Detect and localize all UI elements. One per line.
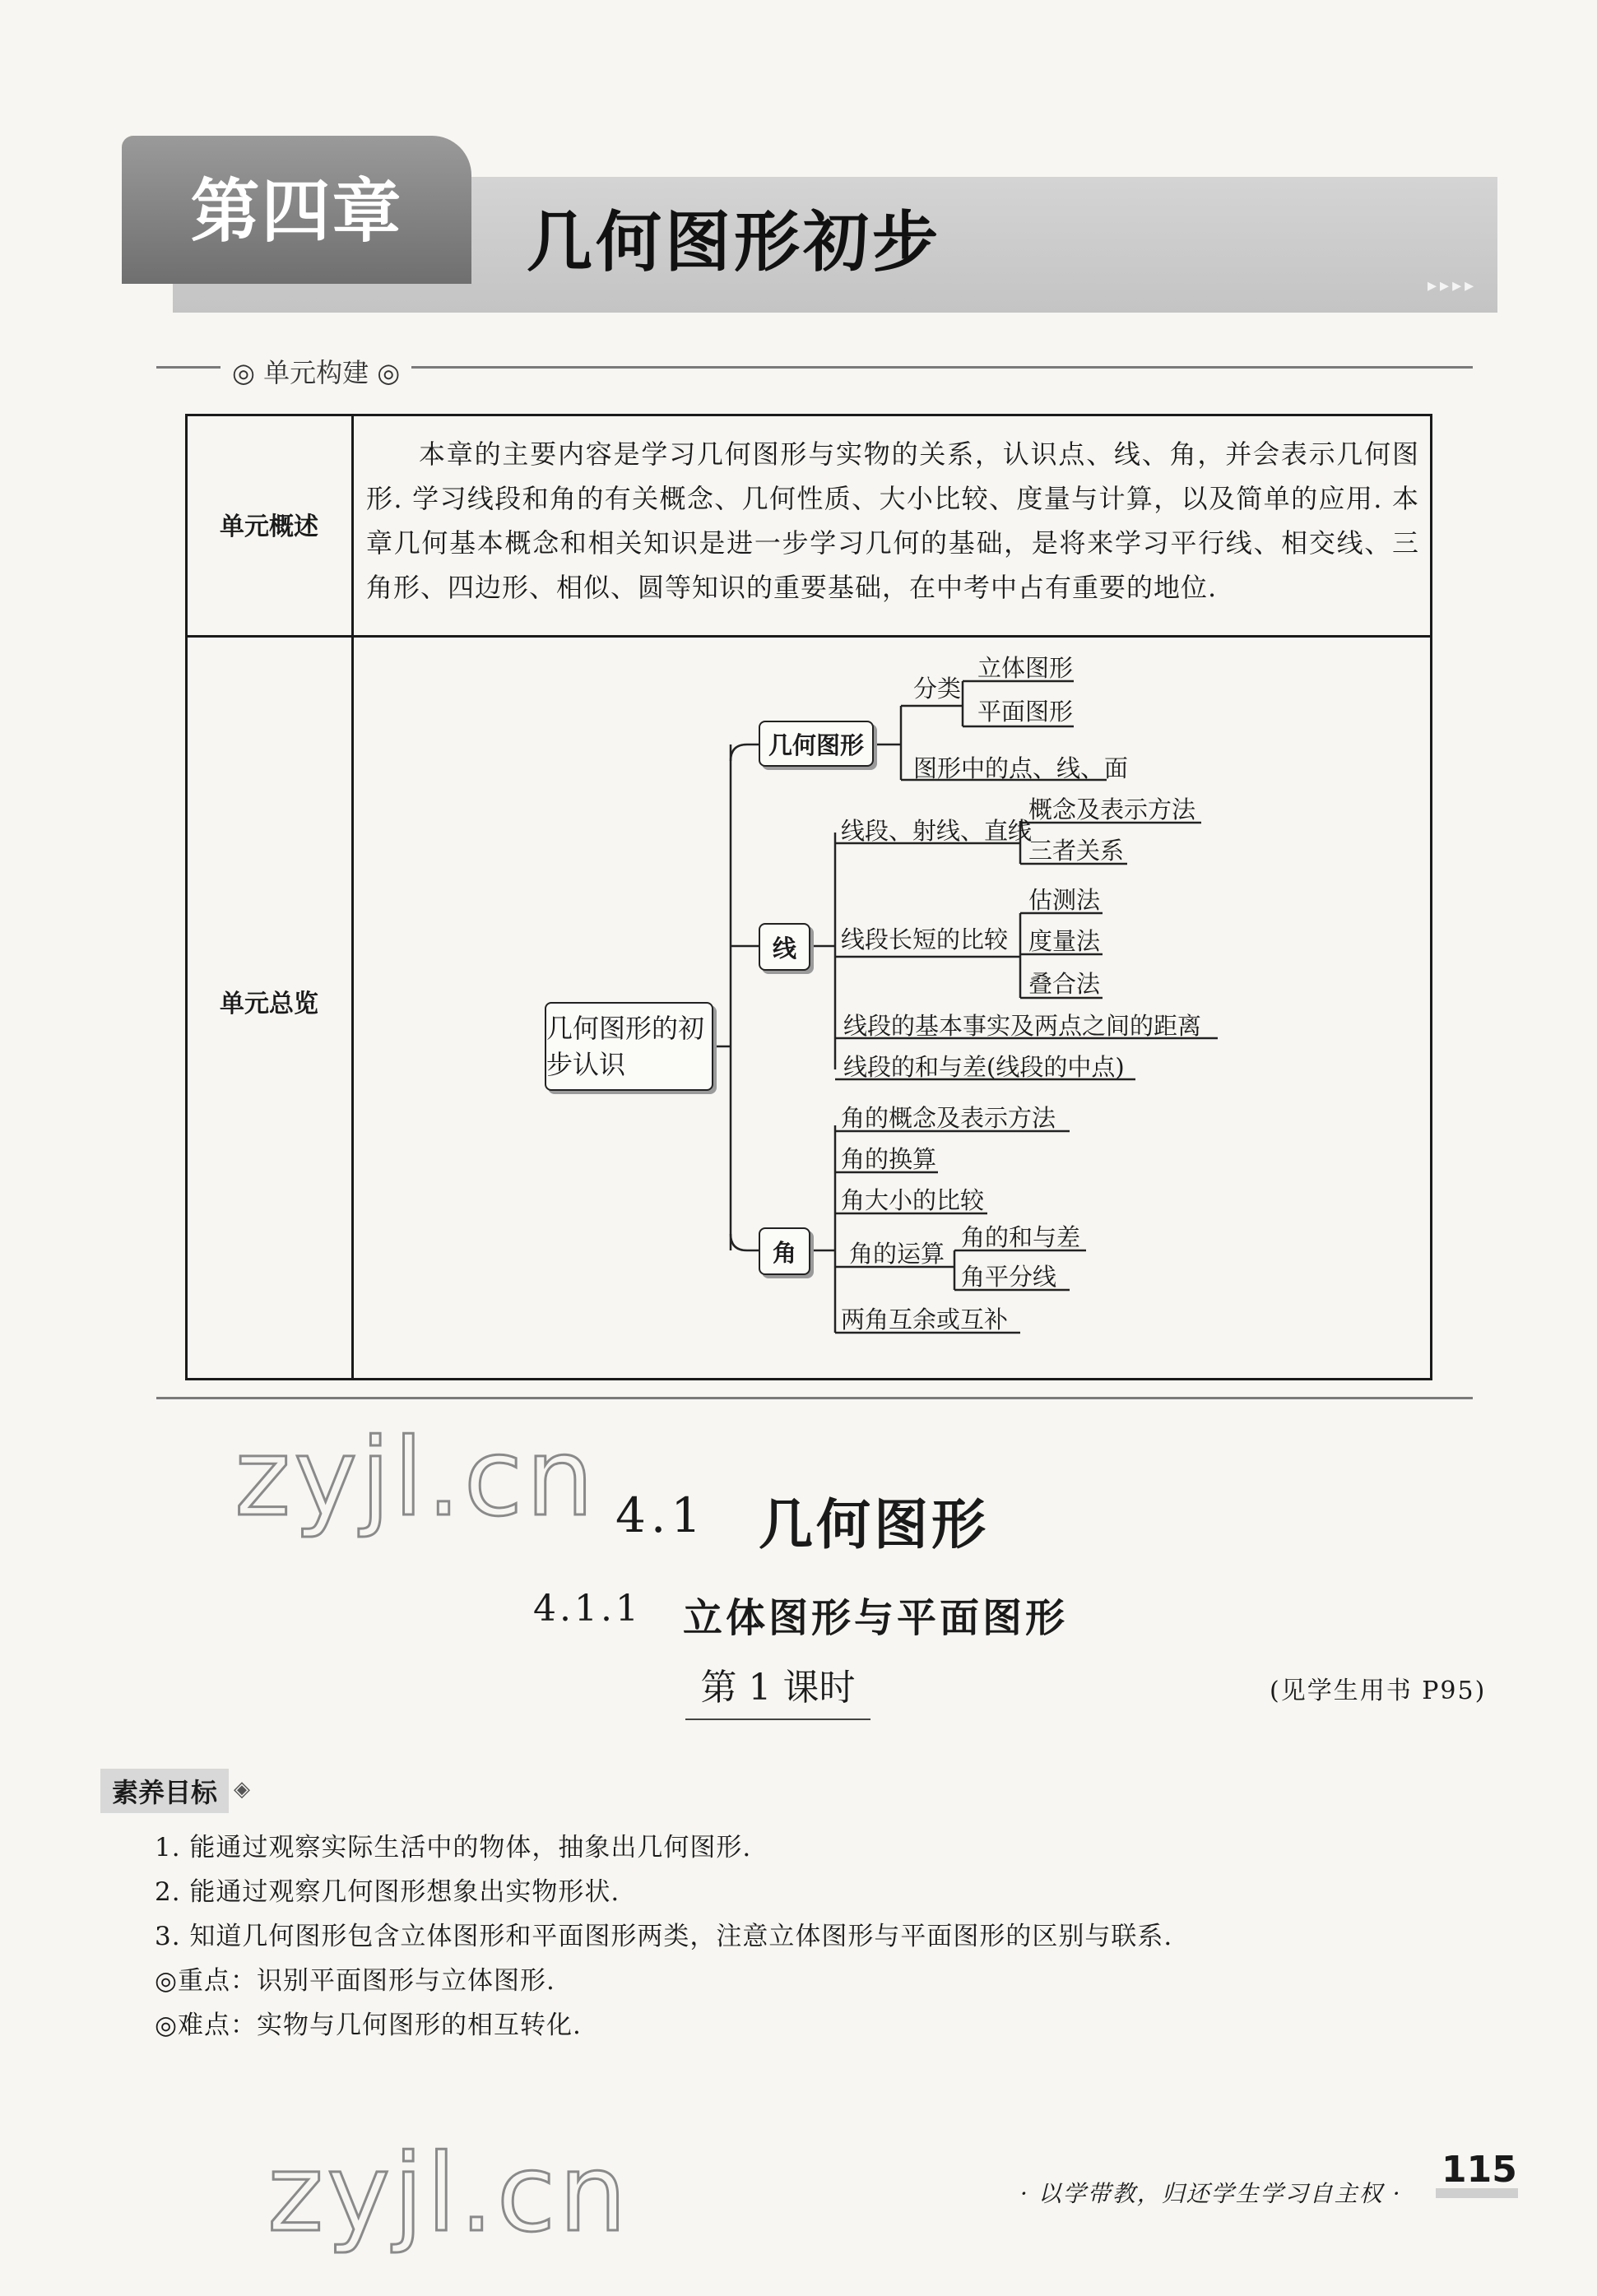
- node-angle-conversion: 角的换算: [841, 1145, 937, 1173]
- node-overlap: 叠合法: [1028, 970, 1101, 998]
- node-plane-figures: 平面图形: [977, 698, 1074, 726]
- node-solid-figures: 立体图形: [977, 654, 1074, 682]
- goal-item-3: 3. 知道几何图形包含立体图形和平面图形两类，注意立体图形与平面图形的区别与联系.: [155, 1922, 1173, 1951]
- node-classification: 分类: [913, 675, 962, 703]
- node-measure: 度量法: [1028, 927, 1101, 955]
- node-complementary-supplementary: 两角互余或互补: [841, 1306, 1009, 1334]
- chapter-number: 第四章: [190, 171, 403, 252]
- section-number: 4.1: [615, 1487, 707, 1543]
- goal-item-2: 2. 能通过观察几何图形想象出实物形状.: [155, 1877, 620, 1907]
- key-point: ◎重点：识别平面图形与立体图形.: [155, 1966, 555, 1996]
- node-concept-notation: 概念及表示方法: [1028, 795, 1196, 823]
- node-segment-sum-diff: 线段的和与差(线段的中点): [843, 1053, 1125, 1081]
- subsection-number: 4.1.1: [533, 1588, 642, 1630]
- node-angle-concept: 角的概念及表示方法: [841, 1104, 1056, 1132]
- diamond-arrow-icon: ◈: [234, 1777, 250, 1802]
- node-point-line-plane: 图形中的点、线、面: [913, 754, 1129, 782]
- node-segment-ray-line: 线段、射线、直线: [841, 817, 1033, 845]
- node-segment-fact: 线段的基本事实及两点之间的距离: [843, 1012, 1202, 1040]
- goals-tag: 素养目标: [100, 1769, 229, 1813]
- footer-motto: · 以学带教，归还学生学习自主权 ·: [1020, 2180, 1402, 2207]
- section-title: 几何图形: [759, 1493, 989, 1556]
- goal-item-1: 1. 能通过观察实际生活中的物体，抽象出几何图形.: [155, 1833, 752, 1862]
- node-estimate: 估测法: [1028, 886, 1101, 914]
- summary-label: 单元总览: [220, 990, 318, 1018]
- arrow-dots-icon: ▸▸▸▸: [1428, 276, 1478, 296]
- student-book-reference: (见学生用书 P95): [1270, 1677, 1487, 1705]
- page-number: 115: [1441, 2149, 1517, 2191]
- node-angle-bisector: 角平分线: [961, 1263, 1057, 1291]
- branch-angle: 角: [759, 1227, 810, 1275]
- subsection-title: 立体图形与平面图形: [683, 1595, 1069, 1641]
- overview-text: 本章的主要内容是学习几何图形与实物的关系，认识点、线、角，并会表示几何图形. 学习线段和角的有关概念、几何性质、大小比较、度量与计算，以及简单的应用. 本章几何基本概念和相关知识是进一步学习几何的基础，是将来学习平行线、相交线、三角形、四边形、相似、圆等知识的重要基础，在中考中占有重要的地位.: [366, 438, 1419, 603]
- node-angle-compare: 角大小的比较: [841, 1186, 985, 1214]
- lesson-label: 第 1 课时: [685, 1658, 870, 1720]
- node-segment-compare: 线段长短的比较: [841, 925, 1009, 953]
- node-three-relations: 三者关系: [1028, 837, 1125, 865]
- overview-label: 单元概述: [220, 513, 318, 541]
- unit-tag: ◎ 单元构建 ◎: [221, 352, 411, 390]
- difficulty-point: ◎难点：实物与几何图形的相互转化.: [155, 2011, 582, 2040]
- branch-geometric-figures: 几何图形: [759, 721, 874, 767]
- node-angle-sum-diff: 角的和与差: [961, 1223, 1081, 1251]
- watermark-top: zyjl.cn: [234, 1415, 597, 1540]
- watermark-bottom: zyjl.cn: [267, 2131, 630, 2256]
- chapter-title: 几何图形初步: [527, 204, 941, 281]
- node-angle-operation: 角的运算: [849, 1240, 945, 1268]
- branch-line: 线: [759, 923, 810, 971]
- mindmap-root: 几何图形的初步认识: [545, 1002, 713, 1091]
